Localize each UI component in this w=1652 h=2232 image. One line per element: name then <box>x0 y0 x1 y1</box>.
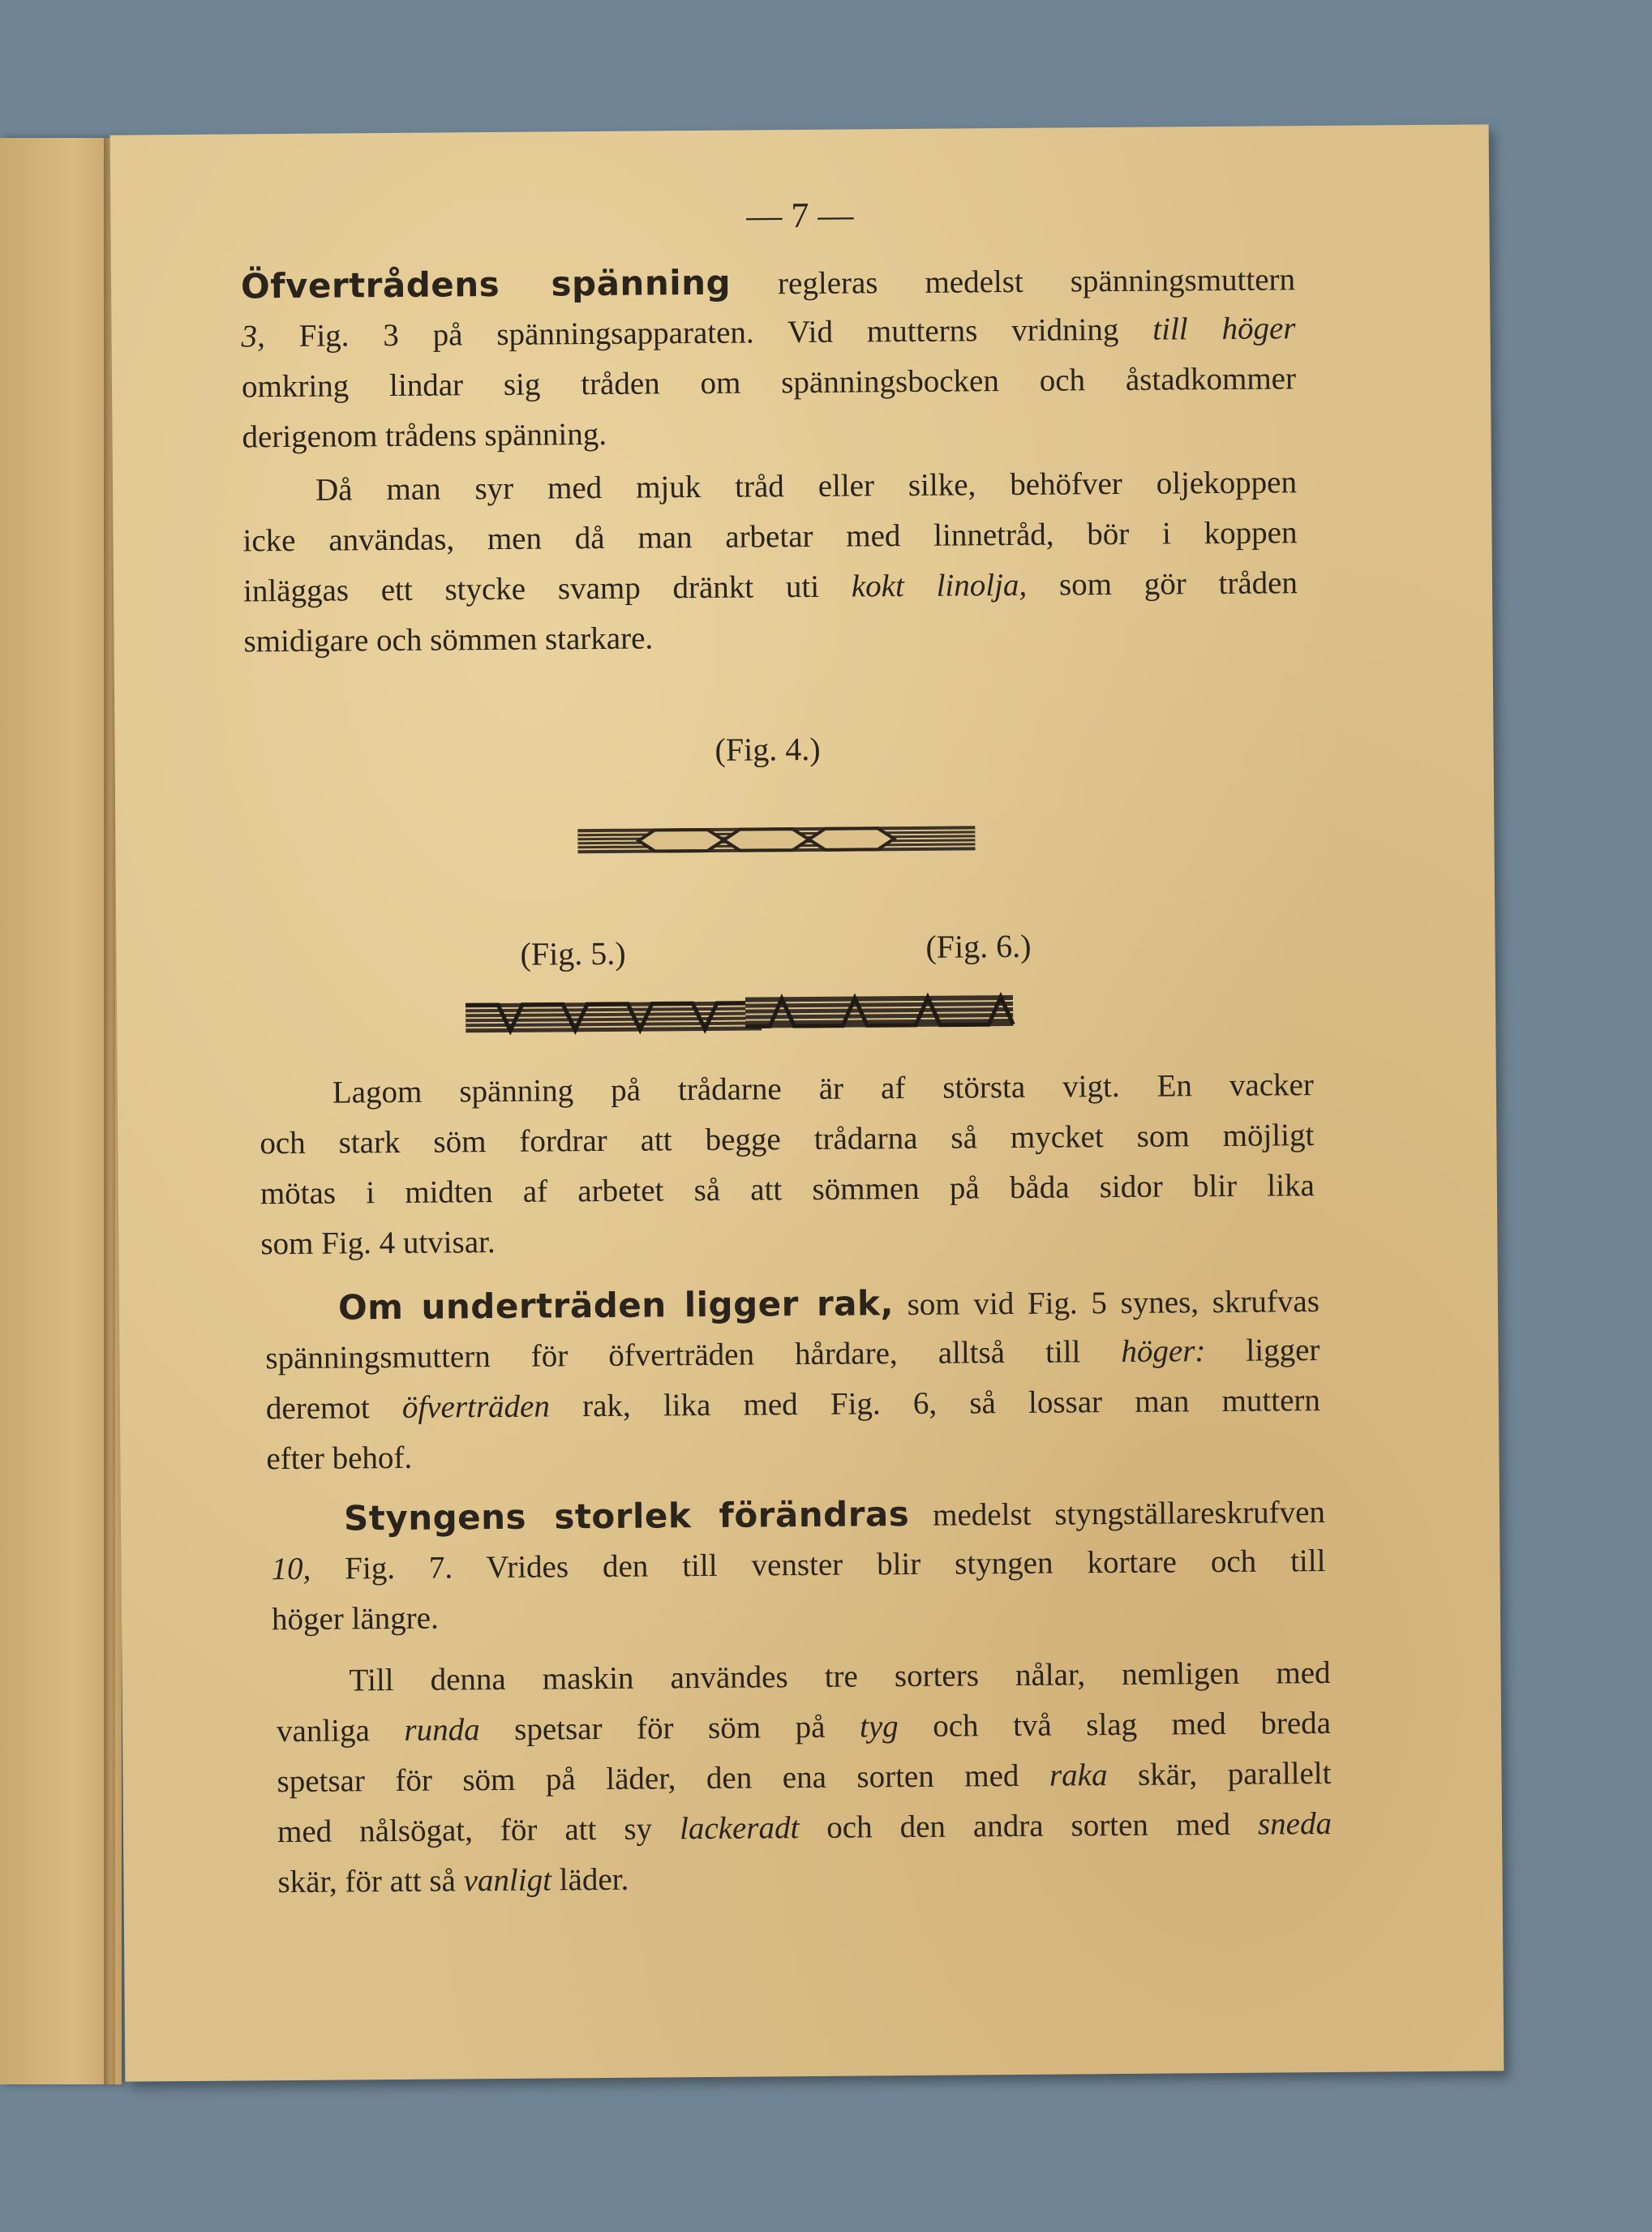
text-line: 10, Fig. 7. Vrides den till venster blir styngen kortare och till <box>271 1543 1326 1587</box>
fig4-stitch-illustration <box>577 818 975 861</box>
text-line: med nålsögat, för att sy lackeradt och den andra sorten med sneda <box>277 1805 1332 1850</box>
text-line: efter behof. <box>266 1440 413 1477</box>
text-line: spänningsmuttern för öfverträden hårdare, alltså till höger: ligger <box>265 1333 1320 1376</box>
fig6-stitch-illustration <box>745 992 1013 1032</box>
section-heading: Om underträden ligger rak, <box>337 1283 895 1328</box>
text-line: Styngens storlek förändras medelst styngställareskrufven <box>343 1494 1326 1539</box>
text-line: Då man syr med mjuk tråd eller silke, behöfver oljekoppen <box>315 465 1298 508</box>
text-line: Om underträden ligger rak, som vid Fig. 5 synes, skrufvas <box>337 1283 1320 1328</box>
paragraph-undertraden <box>265 1277 1321 1477</box>
paragraph-lagom-spanning <box>260 1062 1315 1262</box>
paragraph-nalar <box>276 1650 1332 1900</box>
fig5-caption: (Fig. 5.) <box>520 934 626 972</box>
text-line: vanliga runda spetsar för söm på tyg och två slag med breda <box>276 1705 1332 1749</box>
text-line: icke användas, men då man arbetar med linnetråd, bör i koppen <box>242 515 1298 559</box>
page-number: — 7 — <box>746 195 854 236</box>
fig6-caption: (Fig. 6.) <box>925 927 1032 965</box>
paragraph-ofvertradens-spanning <box>240 255 1297 455</box>
text-line: deremot öfverträden rak, lika med Fig. 6, så lossar man muttern <box>265 1383 1321 1427</box>
text-line: smidigare och sömmen starkare. <box>243 620 654 659</box>
text-line: höger längre. <box>271 1600 439 1638</box>
fig5-stitch-illustration <box>466 998 762 1036</box>
text-line: Till denna maskin användes tre sorters nålar, nemligen med <box>349 1655 1331 1698</box>
paragraph-styngens-storlek <box>271 1488 1326 1638</box>
section-heading: Styngens storlek förändras <box>343 1494 910 1539</box>
text-line: inläggas ett stycke svamp dränkt uti kokt linolja, som gör tråden <box>242 565 1298 609</box>
fig4-caption: (Fig. 4.) <box>714 730 821 768</box>
text-line: 3, Fig. 3 på spänningsapparaten. Vid mutterns vridning till höger <box>241 311 1296 354</box>
text-line: mötas i midten af arbetet så att sömmen på båda sidor blir lika <box>260 1168 1315 1212</box>
text-line: Öfvertrådens spänning regleras medelst spänningsmuttern <box>240 262 1296 307</box>
text-line: och stark söm fordrar att begge trådarna så mycket som möjligt <box>260 1118 1315 1161</box>
text-line: som Fig. 4 utvisar. <box>260 1225 496 1262</box>
text-line: skär, för att så vanligt läder. <box>277 1861 629 1900</box>
text-line: omkring lindar sig tråden om spänningsbocken och åstadkommer <box>241 361 1297 405</box>
text-line: spetsar för söm på läder, den ena sorten med raka skär, parallelt <box>277 1755 1332 1800</box>
paragraph-oljekoppen <box>242 460 1298 659</box>
text-line: Lagom spänning på trådarne är af största vigt. En vacker <box>332 1067 1315 1110</box>
book-page <box>110 124 1504 2081</box>
section-heading: Öfvertrådens spänning <box>240 262 732 307</box>
text-line: derigenom trådens spänning. <box>242 416 607 455</box>
